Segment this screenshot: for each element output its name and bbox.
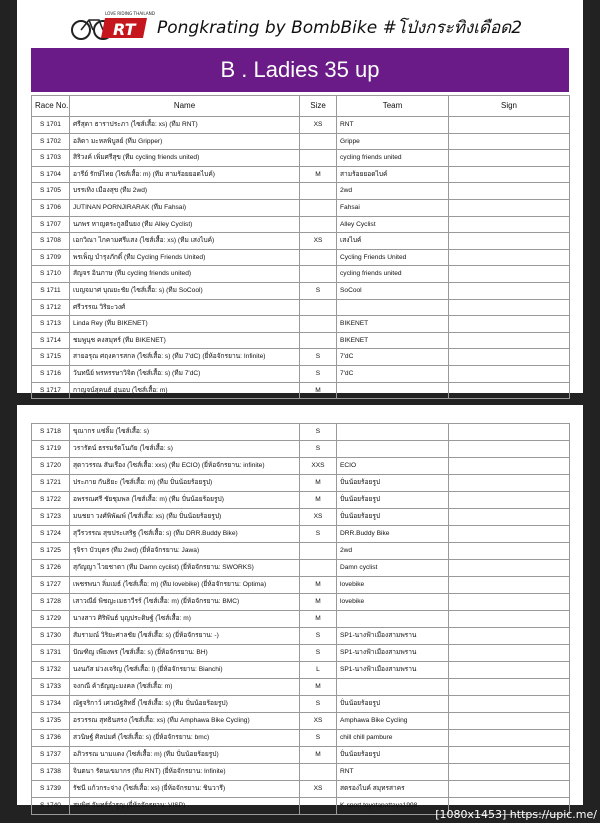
sign-cell — [449, 730, 570, 747]
sign-cell — [449, 316, 570, 333]
page-1 — [17, 0, 583, 393]
sign-cell — [449, 458, 570, 475]
name-cell: จินตนา รัตนเขมากร (ทีม RNT) (ยี่ห้อจักรยาน: Infinite) — [70, 764, 300, 781]
table-row — [32, 382, 570, 399]
race-no-cell: S 1714 — [32, 332, 70, 349]
name-cell: Linda Rey (ทีม BIKENET) — [70, 316, 300, 333]
race-no-cell: S 1710 — [32, 266, 70, 283]
team-cell: chill chill pambure — [337, 730, 449, 747]
name-cell: ปัณฑิญ เพียงพร (ไซส์เสื้อ: s) (ยี่ห้อจักรยาน: BH) — [70, 645, 300, 662]
team-cell: SoCool — [337, 282, 449, 299]
race-no-cell: S 1705 — [32, 183, 70, 200]
team-cell: Alley Cyclist — [337, 216, 449, 233]
sign-cell — [449, 747, 570, 764]
team-cell: ปั่นน้อยร้อยรูป — [337, 475, 449, 492]
sign-cell — [449, 266, 570, 283]
race-no-cell: S 1731 — [32, 645, 70, 662]
name-cell: สุวีรวรรณ สุขประเสริฐ (ไซส์เสื้อ: s) (ทีม DRR.Buddy Bike) — [70, 526, 300, 543]
name-cell: จงกณี ค้าธัญญะมงคล (ไซส์เสื้อ: m) — [70, 679, 300, 696]
name-cell: เบญจมาศ บุณยะชัย (ไซส์เสื้อ: s) (ทีม SoCool) — [70, 282, 300, 299]
table-row — [32, 577, 570, 594]
race-no-cell: S 1720 — [32, 458, 70, 475]
sign-cell — [449, 332, 570, 349]
team-cell: สามร้อยยอดไบค์ — [337, 166, 449, 183]
col-race-no: Race No. — [32, 96, 70, 117]
col-team: Team — [337, 96, 449, 117]
sign-cell — [449, 679, 570, 696]
sign-cell — [449, 183, 570, 200]
size-cell — [300, 299, 337, 316]
table-row — [32, 216, 570, 233]
team-cell — [337, 424, 449, 441]
size-cell: M — [300, 492, 337, 509]
race-no-cell: S 1737 — [32, 747, 70, 764]
team-cell: SP1-นางฟ้าเมืองสามพราน — [337, 662, 449, 679]
name-cell: วันทนีย์ พรหรรษาวิจิต (ไซส์เสื้อ: s) (ทีม 7'dC) — [70, 365, 300, 382]
table-body-page-2 — [32, 424, 570, 815]
name-cell: สมพิศ จันทร์จำรูญ (ยี่ห้อจักรยาน: VISP) — [70, 798, 300, 815]
size-cell: XS — [300, 509, 337, 526]
race-no-cell: S 1704 — [32, 166, 70, 183]
team-cell: 7'dC — [337, 365, 449, 382]
name-cell: อารีย์ รักษ์ไทย (ไซส์เสื้อ: m) (ทีม สามร้อยยอดไบค์) — [70, 166, 300, 183]
name-cell: สวนิษฐ์ ศิลปมศ์ (ไซส์เสื้อ: s) (ยี่ห้อจักรยาน: bmc) — [70, 730, 300, 747]
col-name: Name — [70, 96, 300, 117]
name-cell: ศรีสุดา ธาราประภา (ไซส์เสื้อ: xs) (ทีม RNT) — [70, 117, 300, 134]
sign-cell — [449, 594, 570, 611]
team-cell: Amphawa Bike Cycling — [337, 713, 449, 730]
size-cell: XXS — [300, 458, 337, 475]
table-row — [32, 150, 570, 167]
team-cell: ECIO — [337, 458, 449, 475]
watermark: [1080x1453] https://upic.me/ — [435, 808, 597, 821]
team-cell — [337, 679, 449, 696]
name-cell: ณัฐจริกาว์ เศวณัฐสิทธิ์ (ไซส์เสื้อ: s) (ทีม ปั่นน้อยร้อยรูป) — [70, 696, 300, 713]
table-row — [32, 166, 570, 183]
team-cell: ปั่นน้อยร้อยรูป — [337, 747, 449, 764]
size-cell: S — [300, 365, 337, 382]
registration-table-page-1 — [31, 95, 570, 399]
table-row — [32, 509, 570, 526]
race-no-cell: S 1712 — [32, 299, 70, 316]
size-cell: S — [300, 730, 337, 747]
page-title: Pongkrating by BombBike #โป่งกระทิงเดือด2 — [157, 18, 523, 38]
sign-cell — [449, 509, 570, 526]
race-no-cell: S 1713 — [32, 316, 70, 333]
name-cell: ชมพูนุช คงสมุทร์ (ทีม BIKENET) — [70, 332, 300, 349]
race-no-cell: S 1722 — [32, 492, 70, 509]
table-row — [32, 233, 570, 250]
team-cell — [337, 441, 449, 458]
race-no-cell: S 1707 — [32, 216, 70, 233]
sign-cell — [449, 577, 570, 594]
table-row — [32, 441, 570, 458]
table-row — [32, 316, 570, 333]
sign-cell — [449, 349, 570, 366]
race-no-cell: S 1732 — [32, 662, 70, 679]
sign-cell — [449, 475, 570, 492]
sign-cell — [449, 382, 570, 399]
sign-cell — [449, 216, 570, 233]
table-row — [32, 266, 570, 283]
team-cell: BIKENET — [337, 316, 449, 333]
name-cell: นงนภัส ม่วงเจริญ (ไซส์เสื้อ: l) (ยี่ห้อจักรยาน: Bianchi) — [70, 662, 300, 679]
sign-cell — [449, 233, 570, 250]
race-no-cell: S 1721 — [32, 475, 70, 492]
race-no-cell: S 1717 — [32, 382, 70, 399]
name-cell: ขุณากร แซ่ลิ้ม (ไซส์เสื้อ: s) — [70, 424, 300, 441]
team-cell: lovebike — [337, 577, 449, 594]
table-row — [32, 662, 570, 679]
table-row — [32, 199, 570, 216]
name-cell: วรารัตน์ ธรรมรัตโนภัย (ไซส์เสื้อ: s) — [70, 441, 300, 458]
sign-cell — [449, 543, 570, 560]
race-no-cell: S 1716 — [32, 365, 70, 382]
race-no-cell: S 1738 — [32, 764, 70, 781]
race-no-cell: S 1730 — [32, 628, 70, 645]
table-row — [32, 747, 570, 764]
size-cell — [300, 543, 337, 560]
team-cell: ปั่นน้อยร้อยรูป — [337, 509, 449, 526]
table-row — [32, 679, 570, 696]
table-row — [32, 730, 570, 747]
col-size: Size — [300, 96, 337, 117]
table-row — [32, 249, 570, 266]
name-cell: JUTINAN PORNJIRARAK (ทีม Fahsai) — [70, 199, 300, 216]
name-cell: สิริวงค์ เพิ่มศรีสุข (ทีม cycling friends united) — [70, 150, 300, 167]
team-cell: RNT — [337, 764, 449, 781]
team-cell: SP1-นางฟ้าเมืองสามพราน — [337, 628, 449, 645]
table-row — [32, 282, 570, 299]
sign-cell — [449, 133, 570, 150]
table-row — [32, 781, 570, 798]
table-row — [32, 458, 570, 475]
table-row — [32, 611, 570, 628]
size-cell — [300, 199, 337, 216]
sign-cell — [449, 150, 570, 167]
team-cell — [337, 299, 449, 316]
sign-cell — [449, 526, 570, 543]
race-no-cell: S 1740 — [32, 798, 70, 815]
sign-cell — [449, 764, 570, 781]
race-no-cell: S 1727 — [32, 577, 70, 594]
race-no-cell: S 1724 — [32, 526, 70, 543]
name-cell: นภพร หาญตระกูลยืนยง (ทีม Alley Cyclist) — [70, 216, 300, 233]
race-no-cell: S 1726 — [32, 560, 70, 577]
table-row — [32, 543, 570, 560]
race-no-cell: S 1734 — [32, 696, 70, 713]
size-cell: M — [300, 475, 337, 492]
sign-cell — [449, 713, 570, 730]
table-row — [32, 645, 570, 662]
table-row — [32, 183, 570, 200]
table-row — [32, 560, 570, 577]
team-cell: SP1-นางฟ้าเมืองสามพราน — [337, 645, 449, 662]
team-cell — [337, 611, 449, 628]
race-no-cell: S 1739 — [32, 781, 70, 798]
name-cell: อภิวรรณ นามแดง (ไซส์เสื้อ: m) (ทีม ปั่นน้อยร้อยรูป) — [70, 747, 300, 764]
race-no-cell: S 1733 — [32, 679, 70, 696]
table-row — [32, 696, 570, 713]
sign-cell — [449, 560, 570, 577]
race-no-cell: S 1709 — [32, 249, 70, 266]
col-sign: Sign — [449, 96, 570, 117]
size-cell — [300, 332, 337, 349]
team-cell: 7'dC — [337, 349, 449, 366]
name-cell: บรรเทิง เมืองสุข (ทีม 2wd) — [70, 183, 300, 200]
size-cell: S — [300, 696, 337, 713]
race-no-cell: S 1723 — [32, 509, 70, 526]
size-cell — [300, 266, 337, 283]
sign-cell — [449, 424, 570, 441]
size-cell: XS — [300, 117, 337, 134]
team-cell: cycling friends united — [337, 266, 449, 283]
team-cell: 2wd — [337, 183, 449, 200]
name-cell: สุดาวรรณ สันเรือง (ไซส์เสื้อ: xxs) (ทีม ECIO) (ยี่ห้อจักรยาน: infinite) — [70, 458, 300, 475]
race-no-cell: S 1706 — [32, 199, 70, 216]
team-cell: lovebike — [337, 594, 449, 611]
table-row — [32, 764, 570, 781]
name-cell: อลิดา มะหลพิบูลย์ (ทีม Gripper) — [70, 133, 300, 150]
size-cell: S — [300, 282, 337, 299]
race-no-cell: S 1711 — [32, 282, 70, 299]
name-cell: เอกวิณา ไกคามศรีแสง (ไซส์เสื้อ: xs) (ทีม เสงไบค์) — [70, 233, 300, 250]
sign-cell — [449, 199, 570, 216]
size-cell: L — [300, 662, 337, 679]
team-cell: 2wd — [337, 543, 449, 560]
race-no-cell: S 1735 — [32, 713, 70, 730]
name-cell: รุจิรา บัวบุตร (ทีม 2wd) (ยี่ห้อจักรยาน: Jawa) — [70, 543, 300, 560]
team-cell: cycling friends united — [337, 150, 449, 167]
size-cell: M — [300, 747, 337, 764]
name-cell: ศรีวรรณ วิริยะวงศ์ — [70, 299, 300, 316]
table-row — [32, 713, 570, 730]
table-row — [32, 628, 570, 645]
race-no-cell: S 1729 — [32, 611, 70, 628]
size-cell: S — [300, 645, 337, 662]
sign-cell — [449, 166, 570, 183]
table-row — [32, 365, 570, 382]
team-cell: Cycling Friends United — [337, 249, 449, 266]
name-cell: เสาวณีย์ พิชญะเมธาวีรร์ (ไซส์เสื้อ: m) (ยี่ห้อจักรยาน: BMC) — [70, 594, 300, 611]
size-cell: XS — [300, 781, 337, 798]
team-cell: Damn cyclist — [337, 560, 449, 577]
name-cell: อพรรณศรี ชัยชุมพล (ไซส์เสื้อ: m) (ทีม ปั่นน้อยร้อยรูป) — [70, 492, 300, 509]
race-no-cell: S 1736 — [32, 730, 70, 747]
sign-cell — [449, 662, 570, 679]
race-no-cell: S 1702 — [32, 133, 70, 150]
table-row — [32, 492, 570, 509]
logo-caption: LOVE RIDING THAILAND — [105, 11, 156, 16]
size-cell — [300, 249, 337, 266]
table-row — [32, 349, 570, 366]
sign-cell — [449, 696, 570, 713]
size-cell: M — [300, 594, 337, 611]
table-row — [32, 424, 570, 441]
sign-cell — [449, 249, 570, 266]
sign-cell — [449, 282, 570, 299]
name-cell: นางสาว ศิริพันธ์ บุญประดิษฐ์ (ไซส์เสื้อ: m) — [70, 611, 300, 628]
race-no-cell: S 1725 — [32, 543, 70, 560]
page-header — [17, 0, 583, 48]
race-no-cell: S 1719 — [32, 441, 70, 458]
team-cell: เสงไบค์ — [337, 233, 449, 250]
sign-cell — [449, 645, 570, 662]
table-row — [32, 475, 570, 492]
size-cell: M — [300, 166, 337, 183]
name-cell: สัมรามณ์ วิริยะศาลชัย (ไซส์เสื้อ: s) (ยี่ห้อจักรยาน: -) — [70, 628, 300, 645]
race-no-cell: S 1728 — [32, 594, 70, 611]
size-cell: S — [300, 349, 337, 366]
size-cell: S — [300, 441, 337, 458]
sign-cell — [449, 492, 570, 509]
race-no-cell: S 1703 — [32, 150, 70, 167]
team-cell: DRR.Buddy Bike — [337, 526, 449, 543]
name-cell: เพชรพนา ลิ่มเมธ์ (ไซส์เสื้อ: m) (ทีม lovebike) (ยี่ห้อจักรยาน: Optima) — [70, 577, 300, 594]
size-cell: S — [300, 628, 337, 645]
name-cell: ประภาย กันธิยะ (ไซส์เสื้อ: m) (ทีม ปั่นน้อยร้อยรูป) — [70, 475, 300, 492]
size-cell: XS — [300, 233, 337, 250]
sign-cell — [449, 365, 570, 382]
size-cell: XS — [300, 713, 337, 730]
team-cell: RNT — [337, 117, 449, 134]
race-no-cell: S 1708 — [32, 233, 70, 250]
table-row — [32, 117, 570, 134]
race-no-cell: S 1701 — [32, 117, 70, 134]
sign-cell — [449, 117, 570, 134]
size-cell — [300, 764, 337, 781]
size-cell — [300, 560, 337, 577]
size-cell — [300, 316, 337, 333]
team-cell — [337, 382, 449, 399]
team-cell: Grippe — [337, 133, 449, 150]
size-cell: M — [300, 611, 337, 628]
team-cell: BIKENET — [337, 332, 449, 349]
name-cell: มนชยา วงศ์พิพัฒพ์ (ไซส์เสื้อ: xs) (ทีม ปั่นน้อยร้อยรูป) — [70, 509, 300, 526]
table-row — [32, 526, 570, 543]
table-row — [32, 594, 570, 611]
size-cell — [300, 183, 337, 200]
category-banner: B . Ladies 35 up — [31, 48, 569, 92]
team-cell: สตรองไบค์ สมุทรสาคร — [337, 781, 449, 798]
table-header-row — [32, 96, 570, 117]
page-2 — [17, 405, 583, 809]
race-no-cell: S 1718 — [32, 424, 70, 441]
table-body-page-1 — [32, 117, 570, 399]
name-cell: สุกัญญา ไวยชาตา (ทีม Damn cyclist) (ยี่ห้อจักรยาน: SWORKS) — [70, 560, 300, 577]
size-cell — [300, 133, 337, 150]
race-no-cell: S 1715 — [32, 349, 70, 366]
rt-logo — [69, 8, 156, 42]
size-cell: S — [300, 526, 337, 543]
table-row — [32, 299, 570, 316]
name-cell: สัญจร อินภาษ (ทีม cycling friends united) — [70, 266, 300, 283]
team-cell: ปั่นน้อยร้อยรูป — [337, 492, 449, 509]
team-cell: ปั่นน้อยร้อยรูป — [337, 696, 449, 713]
size-cell: M — [300, 679, 337, 696]
size-cell — [300, 150, 337, 167]
size-cell: M — [300, 382, 337, 399]
sign-cell — [449, 611, 570, 628]
logo-text: RT — [113, 20, 136, 39]
team-cell: K-sport toyotapattaya1998 — [337, 798, 449, 815]
table-row — [32, 133, 570, 150]
table-row — [32, 332, 570, 349]
size-cell — [300, 216, 337, 233]
name-cell: รัชนี แก้วกระจ่าง (ไซส์เสื้อ: xs) (ยี่ห้อจักรยาน: ชินวารี) — [70, 781, 300, 798]
size-cell: S — [300, 424, 337, 441]
registration-table-page-2 — [31, 423, 570, 815]
sign-cell — [449, 628, 570, 645]
sign-cell — [449, 441, 570, 458]
size-cell: M — [300, 577, 337, 594]
name-cell: อรวรรณ สุทธินสรง (ไซส์เสื้อ: xs) (ทีม Amphawa Bike Cycling) — [70, 713, 300, 730]
name-cell: กาญจน์สุคนธ์ อุ่นอบ (ไซส์เสื้อ: m) — [70, 382, 300, 399]
size-cell — [300, 798, 337, 815]
sign-cell — [449, 299, 570, 316]
name-cell: สายอรุณ ศฤงคารสกล (ไซส์เสื้อ: s) (ทีม 7'dC) (ยี่ห้อจักรยาน: Infinite) — [70, 349, 300, 366]
team-cell: Fahsai — [337, 199, 449, 216]
name-cell: พรเพ็ญ บำรุงภักดิ์ (ทีม Cycling Friends United) — [70, 249, 300, 266]
sign-cell — [449, 781, 570, 798]
